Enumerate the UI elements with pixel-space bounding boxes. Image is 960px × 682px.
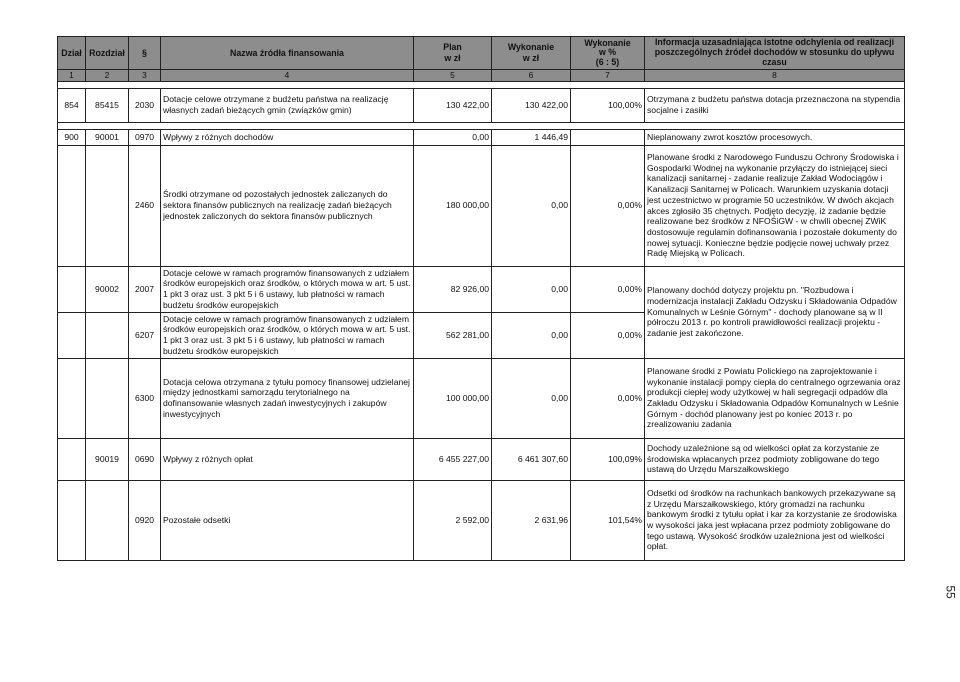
cell-paragraf: 0920 [129, 480, 161, 560]
cell-wykonanie: 130 422,00 [492, 88, 571, 122]
cell-plan: 82 926,00 [414, 266, 492, 312]
cell-wykonanie-pct [571, 129, 645, 145]
cell-nazwa: Pozostałe odsetki [161, 480, 414, 560]
budget-income-table [57, 36, 905, 561]
cell-wykonanie: 1 446,49 [492, 129, 571, 145]
cell-plan: 2 592,00 [414, 480, 492, 560]
cell-rozdzial: 90019 [86, 438, 129, 480]
cell-paragraf: 2030 [129, 88, 161, 122]
col-number: 6 [492, 70, 571, 82]
cell-dzial [58, 145, 86, 266]
cell-wykonanie: 0,00 [492, 312, 571, 358]
col-plan-header: Plan w zł [414, 37, 492, 70]
cell-wykonanie: 0,00 [492, 266, 571, 312]
cell-wykonanie: 6 461 307,60 [492, 438, 571, 480]
col-number: 7 [571, 70, 645, 82]
cell-informacja: Planowane środki z Powiatu Polickiego na zaprojektowanie i wykonanie instalacji pompy ciepła do centralnego ogrzewania oraz produkcji ciepłej wody użytkowej w hali segregacji odpadów dla Zakładu Odzysku i Składowania Odpadów Komunalnych w Leśnie Górnym - dochód planowany jest po koniec 2013 r. po zrealizowaniu zadania [645, 358, 905, 438]
cell-paragraf: 2460 [129, 145, 161, 266]
col-number: 5 [414, 70, 492, 82]
cell-nazwa: Dotacje celowe otrzymane z budżetu państwa na realizację własnych zadań bieżących gmin (związków gmin) [161, 88, 414, 122]
cell-dzial [58, 438, 86, 480]
cell-informacja: Planowany dochód dotyczy projektu pn. "Rozbudowa i modernizacja instalacji Zakładu Odzysku i Składowania Odpadów Komunalnych w Leśnie Górnym" - dochody planowane są w II półroczu 2013 r. po kontroli prawidłowości realizacji projektu - zadanie jest zakończone. [645, 266, 905, 358]
cell-wykonanie: 2 631,96 [492, 480, 571, 560]
cell-rozdzial [86, 145, 129, 266]
col-informacja-header: Informacja uzasadniająca istotne odchylenia od realizacji poszczególnych źródeł dochodów w stosunku do upływu czasu [645, 37, 905, 70]
col-wykonanie-header: Wykonanie w zł [492, 37, 571, 70]
cell-informacja: Dochody uzależnione są od wielkości opłat za korzystanie ze środowiska wpłacanych przez podmioty zobligowane do tego ustawą do Urzędu Marszałkowskiego [645, 438, 905, 480]
table-row [58, 145, 905, 266]
cell-wykonanie: 0,00 [492, 358, 571, 438]
table-header-row [58, 37, 905, 70]
cell-wykonanie-pct: 0,00% [571, 266, 645, 312]
cell-plan: 6 455 227,00 [414, 438, 492, 480]
cell-wykonanie-pct: 100,09% [571, 438, 645, 480]
cell-rozdzial: 90002 [86, 266, 129, 312]
cell-rozdzial: 85415 [86, 88, 129, 122]
cell-informacja: Planowane środki z Narodowego Funduszu Ochrony Środowiska i Gospodarki Wodnej na wykonanie przyłączy do istniejącej sieci kanalizacji sanitarnej - zadanie realizuje Zakład Wodociągów i Kanalizacji Sanitarnej w Policach. Warunkiem uzyskania dotacji jest uczestnictwo w programie 50 uczestników. W dwóch akcjach akces zgłosiło 35 chętnych. Podjęto decyzję, iż zadanie będzie realizowane bez środków z NFOŚiGW - w chwili obecnej ZWiK dostosowuje regulamin dofinansowania i pozostałe dokumenty do nowej sytuacji. Konieczne będzie podjęcie nowej uchwały przez Radę Miejską w Policach. [645, 145, 905, 266]
cell-rozdzial: 90001 [86, 129, 129, 145]
table-row [58, 358, 905, 438]
cell-wykonanie-pct: 0,00% [571, 145, 645, 266]
cell-wykonanie: 0,00 [492, 145, 571, 266]
table-row [58, 266, 905, 312]
cell-plan: 562 281,00 [414, 312, 492, 358]
col-number: 2 [86, 70, 129, 82]
col-number: 4 [161, 70, 414, 82]
cell-plan: 180 000,00 [414, 145, 492, 266]
cell-dzial [58, 266, 86, 312]
column-number-row [58, 70, 905, 82]
cell-paragraf: 0690 [129, 438, 161, 480]
col-rozdzial-header: Rozdział [86, 37, 129, 70]
cell-informacja: Nieplanowany zwrot kosztów procesowych. [645, 129, 905, 145]
cell-dzial: 854 [58, 88, 86, 122]
cell-nazwa: Dotacje celowe w ramach programów finansowanych z udziałem środków europejskich oraz środków, o których mowa w art. 5 ust. 1 pkt 3 oraz ust. 3 pkt 5 i 6 ustawy, lub płatności w ramach budżetu środków europejskich [161, 312, 414, 358]
cell-paragraf: 6207 [129, 312, 161, 358]
page-number: 55 [943, 585, 958, 599]
col-nazwa-header: Nazwa źródła finansowania [161, 37, 414, 70]
cell-plan: 100 000,00 [414, 358, 492, 438]
col-number: 3 [129, 70, 161, 82]
cell-paragraf: 2007 [129, 266, 161, 312]
cell-nazwa: Dotacje celowe w ramach programów finansowanych z udziałem środków europejskich oraz środków, o których mowa w art. 5 ust. 1 pkt 3 oraz ust. 3 pkt 5 i 6 ustawy, lub płatności w ramach budżetu środków europejskich [161, 266, 414, 312]
col-number: 8 [645, 70, 905, 82]
table-row [58, 480, 905, 560]
cell-informacja: Odsetki od środków na rachunkach bankowych przekazywane są z Urzędu Marszałkowskiego, który gromadzi na rachunku bankowym środki z tytułu opłat i kar za korzystanie ze środowiska w wysokości jaka jest wpłacana przez podmioty zobligowane do tego ustawą. Wysokość środków uzależniona jest od wielkości opłat. [645, 480, 905, 560]
cell-paragraf: 6300 [129, 358, 161, 438]
cell-rozdzial [86, 312, 129, 358]
cell-rozdzial [86, 358, 129, 438]
cell-wykonanie-pct: 101,54% [571, 480, 645, 560]
cell-dzial [58, 358, 86, 438]
col-paragraf-header: § [129, 37, 161, 70]
cell-plan: 0,00 [414, 129, 492, 145]
cell-wykonanie-pct: 0,00% [571, 312, 645, 358]
table-row [58, 88, 905, 122]
cell-wykonanie-pct: 100,00% [571, 88, 645, 122]
cell-plan: 130 422,00 [414, 88, 492, 122]
cell-paragraf: 0970 [129, 129, 161, 145]
cell-informacja: Otrzymana z budżetu państwa dotacja przeznaczona na stypendia socjalne i zasiłki [645, 88, 905, 122]
cell-dzial [58, 312, 86, 358]
cell-wykonanie-pct: 0,00% [571, 358, 645, 438]
cell-nazwa: Wpływy z różnych opłat [161, 438, 414, 480]
cell-dzial [58, 480, 86, 560]
cell-rozdzial [86, 480, 129, 560]
cell-dzial: 900 [58, 129, 86, 145]
table-row [58, 438, 905, 480]
col-wykonanie-pct-header: Wykonanie w % (6 : 5) [571, 37, 645, 70]
table-row [58, 129, 905, 145]
cell-nazwa: Dotacja celowa otrzymana z tytułu pomocy finansowej udzielanej między jednostkami samorządu terytorialnego na dofinansowanie własnych zadań inwestycyjnych i zakupów inwestycyjnych [161, 358, 414, 438]
cell-nazwa: Środki otrzymane od pozostałych jednostek zaliczanych do sektora finansów publicznych na realizację zadań bieżących jednostek zaliczonych do sektora finansów publicznych [161, 145, 414, 266]
cell-nazwa: Wpływy z różnych dochodów [161, 129, 414, 145]
col-dzial-header: Dział [58, 37, 86, 70]
col-number: 1 [58, 70, 86, 82]
